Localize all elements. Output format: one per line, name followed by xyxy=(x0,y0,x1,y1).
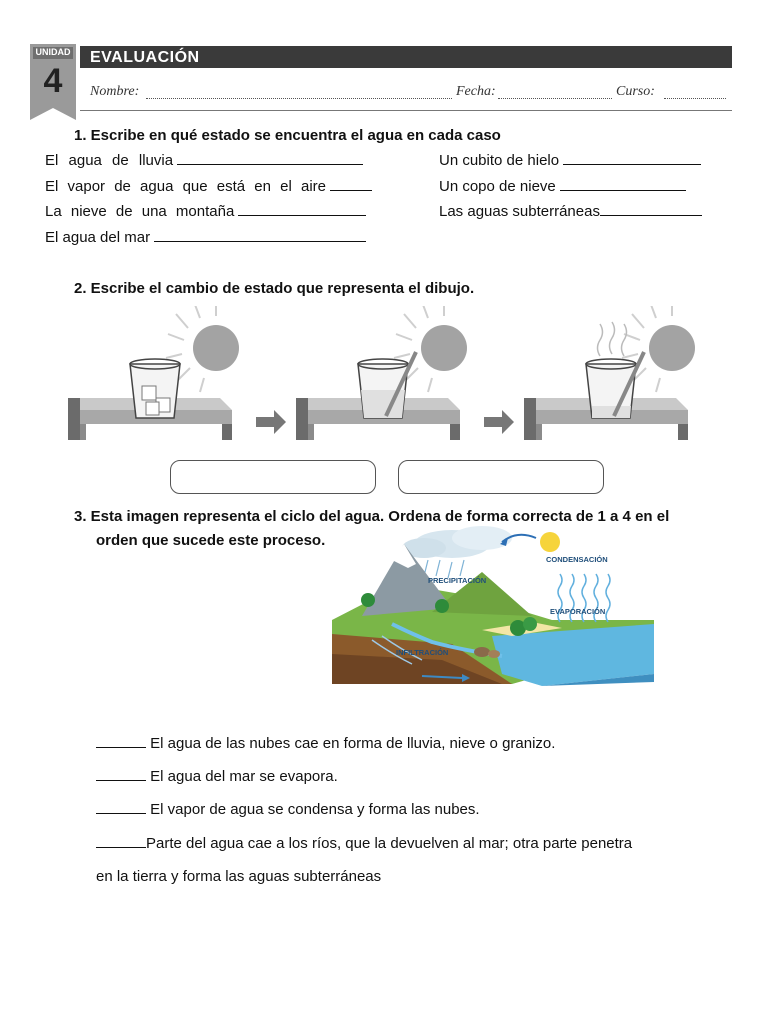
q1-row-1 xyxy=(45,152,363,169)
q1-title: 1. Escribe en qué estado se encuentra el agua en cada caso xyxy=(74,127,501,144)
q3-row-4 xyxy=(96,835,632,852)
q3-answer-1[interactable] xyxy=(96,735,146,748)
date-field[interactable] xyxy=(498,98,612,99)
q1-item-vapor: El vapor de agua que está en el aire xyxy=(45,178,327,195)
q3-item-3: El vapor de agua se condensa y forma las nubes. xyxy=(150,801,480,818)
unit-number: 4 xyxy=(43,62,63,100)
state-change-drawing xyxy=(60,306,705,446)
label-condensation: CONDENSACIÓN xyxy=(546,555,608,564)
q1-item-snow-mountain: La nieve de una montaña xyxy=(45,203,235,220)
q1-row-3 xyxy=(45,203,366,220)
q3-item-1: El agua de las nubes cae en forma de lluvia, nieve o granizo. xyxy=(150,735,556,752)
q1-row-4 xyxy=(45,229,366,246)
q3-row-1 xyxy=(96,735,555,752)
course-field[interactable] xyxy=(664,98,726,99)
q1-answer-snowflake[interactable] xyxy=(560,178,686,191)
q1-item-sea: El agua del mar xyxy=(45,229,151,246)
q3-title-line2: orden que sucede este proceso. xyxy=(96,532,326,549)
q3-item-2: El agua del mar se evapora. xyxy=(150,768,338,785)
unit-label: UNIDAD xyxy=(35,47,71,57)
q3-item-4-continued: en la tierra y forma las aguas subterráneas xyxy=(96,868,382,885)
q1-item-rain: El agua de lluvia xyxy=(45,152,174,169)
name-field[interactable] xyxy=(146,98,452,99)
q1-answer-groundwater[interactable] xyxy=(600,203,702,216)
label-evaporation: EVAPORACIÓN xyxy=(550,607,606,616)
q3-row-3 xyxy=(96,801,480,818)
q3-answer-4[interactable] xyxy=(96,835,146,848)
q1-row-7 xyxy=(439,203,702,220)
water-cycle-diagram xyxy=(332,524,654,686)
q3-answer-2[interactable] xyxy=(96,768,146,781)
label-precipitation: PRECIPITACIÓN xyxy=(428,576,487,585)
name-label: Nombre: xyxy=(90,84,140,99)
q1-answer-vapor[interactable] xyxy=(330,178,372,191)
q2-title: 2. Escribe el cambio de estado que representa el dibujo. xyxy=(74,280,475,297)
page-title: EVALUACIÓN xyxy=(90,49,200,66)
q1-item-ice-cube: Un cubito de hielo xyxy=(439,152,560,169)
label-infiltration: INFILTRACIÓN xyxy=(396,648,449,657)
q2-answer-box-2[interactable] xyxy=(398,460,604,494)
q1-answer-ice-cube[interactable] xyxy=(563,152,701,165)
date-label: Fecha: xyxy=(456,84,496,99)
q3-answer-3[interactable] xyxy=(96,801,146,814)
q1-answer-sea[interactable] xyxy=(154,229,366,242)
course-label: Curso: xyxy=(616,84,655,99)
q1-row-6 xyxy=(439,178,686,195)
q2-answer-box-1[interactable] xyxy=(170,460,376,494)
q3-item-4: Parte del agua cae a los ríos, que la devuelven al mar; otra parte penetra xyxy=(146,835,633,852)
q1-answer-rain[interactable] xyxy=(177,152,363,165)
q3-title-line1: 3. Esta imagen representa el ciclo del agua. Ordena de forma correcta de 1 a 4 en el xyxy=(74,508,670,525)
q1-item-groundwater: Las aguas subterráneas xyxy=(439,203,600,220)
q1-row-5 xyxy=(439,152,701,169)
header-rule xyxy=(80,110,732,111)
q1-item-snowflake: Un copo de nieve xyxy=(439,178,556,195)
q1-row-2 xyxy=(45,178,372,195)
q1-answer-snow-mountain[interactable] xyxy=(238,203,366,216)
q3-row-2 xyxy=(96,768,338,785)
